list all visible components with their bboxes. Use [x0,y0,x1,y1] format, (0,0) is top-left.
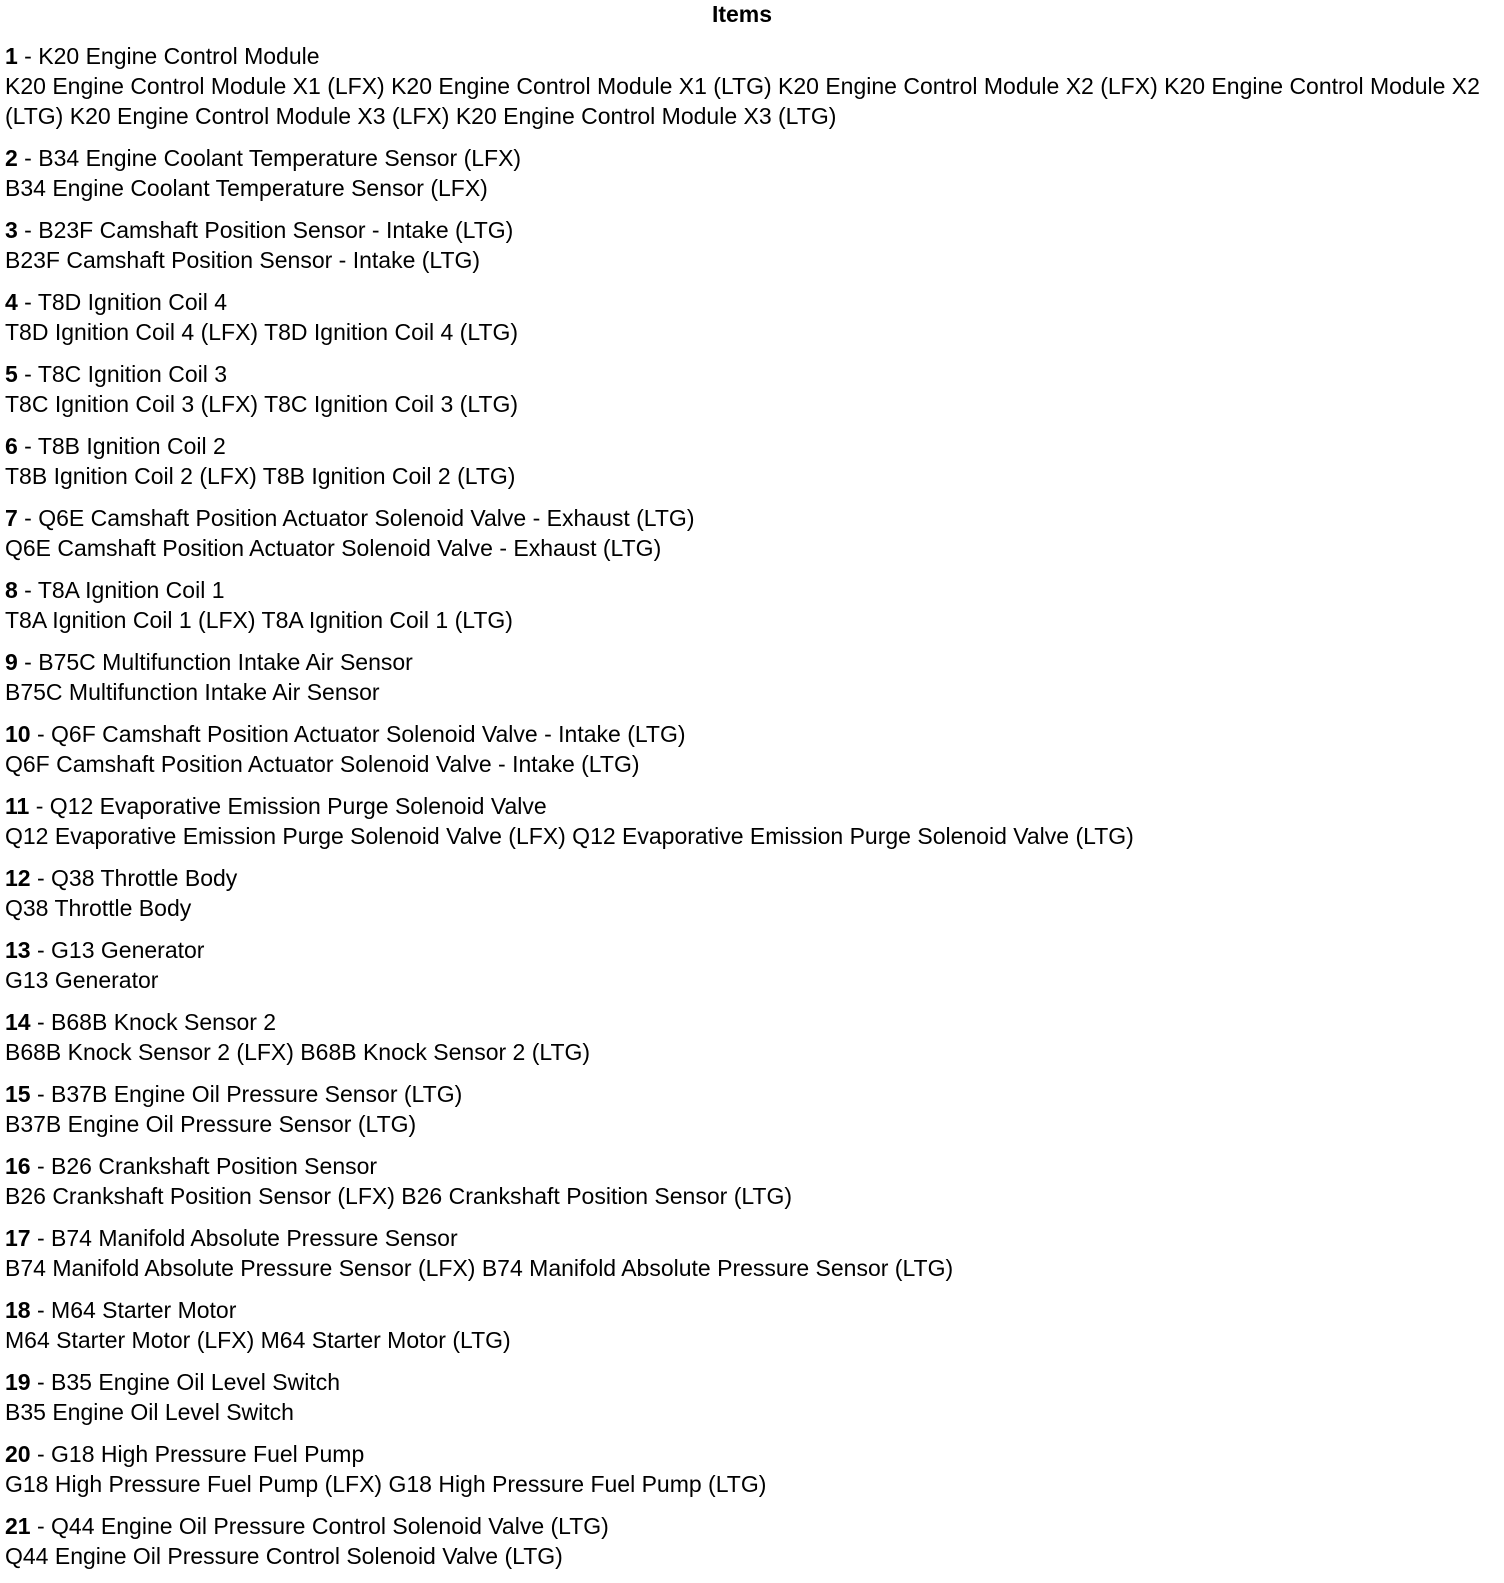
item-number: 17 [5,1225,31,1251]
item-heading [5,935,1495,965]
item-description: B74 Manifold Absolute Pressure Sensor (LFX) B74 Manifold Absolute Pressure Sensor (LTG) [5,1255,954,1281]
item-name: B68B Knock Sensor 2 [51,1009,277,1035]
list-item [5,1439,1495,1499]
item-separator: - [30,865,52,891]
item-name: B37B Engine Oil Pressure Sensor (LTG) [51,1081,463,1107]
item-description: K20 Engine Control Module X1 (LFX) K20 Engine Control Module X1 (LTG) K20 Engine Control Module X2 (LFX) K20 Engine Control Module X2 (LTG) K20 Engine Control Module X3 (LFX) K20 Engine Control Module X3 (LTG) [5,73,1487,129]
item-separator: - [29,793,50,819]
item-name: T8D Ignition Coil 4 [37,289,228,315]
item-name: B75C Multifunction Intake Air Sensor [38,649,413,675]
item-number: 1 [5,43,18,69]
list-item [5,647,1495,707]
item-heading [5,1007,1495,1037]
item-separator: - [30,1225,52,1251]
item-number: 6 [5,433,18,459]
item-description: Q44 Engine Oil Pressure Control Solenoid Valve (LTG) [5,1543,563,1569]
list-item [5,575,1495,635]
list-item [5,1367,1495,1427]
list-item [5,1223,1495,1283]
list-item [5,287,1495,347]
item-description: T8A Ignition Coil 1 (LFX) T8A Ignition Coil 1 (LTG) [5,607,513,633]
item-description: B35 Engine Oil Level Switch [5,1399,294,1425]
item-description: T8C Ignition Coil 3 (LFX) T8C Ignition Coil 3 (LTG) [5,391,518,417]
item-number: 7 [5,505,18,531]
item-heading [5,1367,1495,1397]
item-number: 5 [5,361,18,387]
item-description: M64 Starter Motor (LFX) M64 Starter Motor (LTG) [5,1327,511,1353]
list-item [5,1079,1495,1139]
item-number: 16 [5,1153,31,1179]
list-item [5,935,1495,995]
item-name: Q6F Camshaft Position Actuator Solenoid Valve - Intake (LTG) [51,721,686,747]
item-separator: - [30,1369,52,1395]
item-description: Q6E Camshaft Position Actuator Solenoid Valve - Exhaust (LTG) [5,535,662,561]
item-number: 18 [5,1297,31,1323]
item-separator: - [17,649,39,675]
item-number: 8 [5,577,18,603]
item-number: 14 [5,1009,31,1035]
item-heading [5,431,1495,461]
item-description: B26 Crankshaft Position Sensor (LFX) B26 Crankshaft Position Sensor (LTG) [5,1183,793,1209]
item-description: G18 High Pressure Fuel Pump (LFX) G18 High Pressure Fuel Pump (LTG) [5,1471,767,1497]
item-separator: - [17,433,38,459]
item-heading [5,1079,1495,1109]
item-separator: - [17,361,38,387]
item-number: 9 [5,649,18,675]
list-item [5,719,1495,779]
list-item [5,1151,1495,1211]
item-number: 15 [5,1081,31,1107]
item-number: 12 [5,865,31,891]
item-separator: - [17,43,39,69]
item-heading [5,1223,1495,1253]
item-name: G13 Generator [51,937,205,963]
item-number: 10 [5,721,31,747]
item-heading [5,41,1495,71]
item-heading [5,287,1495,317]
item-name: T8C Ignition Coil 3 [37,361,228,387]
item-description: Q38 Throttle Body [5,895,192,921]
item-separator: - [17,145,39,171]
item-separator: - [30,1153,52,1179]
item-name: B34 Engine Coolant Temperature Sensor (LFX) [38,145,522,171]
item-heading [5,1151,1495,1181]
item-name: G18 High Pressure Fuel Pump [51,1441,365,1467]
item-heading [5,503,1495,533]
item-name: Q12 Evaporative Emission Purge Solenoid Valve [49,793,547,819]
item-description: B37B Engine Oil Pressure Sensor (LTG) [5,1111,417,1137]
list-item [5,41,1495,131]
item-name: B35 Engine Oil Level Switch [51,1369,340,1395]
item-description: B68B Knock Sensor 2 (LFX) B68B Knock Sensor 2 (LTG) [5,1039,591,1065]
item-name: Q6E Camshaft Position Actuator Solenoid Valve - Exhaust (LTG) [38,505,695,531]
item-separator: - [17,217,39,243]
item-separator: - [30,1009,52,1035]
items-list [5,41,1495,1583]
item-separator: - [17,577,38,603]
item-heading [5,1295,1495,1325]
item-separator: - [30,1441,52,1467]
item-heading [5,1511,1495,1541]
item-heading [5,143,1495,173]
item-name: B74 Manifold Absolute Pressure Sensor [51,1225,458,1251]
item-separator: - [30,721,52,747]
list-item [5,791,1495,851]
item-heading [5,575,1495,605]
item-number: 21 [5,1513,31,1539]
item-separator: - [17,289,38,315]
page-title: Items [711,1,773,27]
item-heading [5,791,1495,821]
item-name: T8A Ignition Coil 1 [37,577,225,603]
item-name: M64 Starter Motor [51,1297,237,1323]
list-item [5,1295,1495,1355]
list-item [5,1511,1495,1571]
item-number: 13 [5,937,31,963]
item-heading [5,719,1495,749]
item-description: B34 Engine Coolant Temperature Sensor (LFX) [5,175,488,201]
item-heading [5,1439,1495,1469]
list-item [5,1007,1495,1067]
item-description: G13 Generator [5,967,159,993]
item-number: 3 [5,217,18,243]
list-item [5,359,1495,419]
item-description: T8B Ignition Coil 2 (LFX) T8B Ignition Coil 2 (LTG) [5,463,516,489]
item-number: 11 [5,793,30,819]
item-number: 19 [5,1369,31,1395]
item-separator: - [17,505,39,531]
item-heading [5,215,1495,245]
item-description: T8D Ignition Coil 4 (LFX) T8D Ignition Coil 4 (LTG) [5,319,518,345]
item-name: Q44 Engine Oil Pressure Control Solenoid Valve (LTG) [51,1513,609,1539]
item-separator: - [30,937,52,963]
item-description: Q6F Camshaft Position Actuator Solenoid Valve - Intake (LTG) [5,751,640,777]
item-heading [5,359,1495,389]
item-name: Q38 Throttle Body [51,865,238,891]
item-heading [5,863,1495,893]
item-description: B75C Multifunction Intake Air Sensor [5,679,380,705]
item-number: 2 [5,145,18,171]
item-name: K20 Engine Control Module [38,43,320,69]
list-item [5,863,1495,923]
item-separator: - [30,1081,52,1107]
item-description: B23F Camshaft Position Sensor - Intake (LTG) [5,247,481,273]
item-name: B23F Camshaft Position Sensor - Intake (LTG) [38,217,514,243]
item-number: 20 [5,1441,31,1467]
list-item [5,143,1495,203]
list-item [5,431,1495,491]
item-separator: - [30,1513,52,1539]
item-heading [5,647,1495,677]
item-separator: - [30,1297,52,1323]
item-description: Q12 Evaporative Emission Purge Solenoid Valve (LFX) Q12 Evaporative Emission Purge Solenoid Valve (LTG) [5,823,1134,849]
list-item [5,215,1495,275]
item-number: 4 [5,289,18,315]
item-name: B26 Crankshaft Position Sensor [51,1153,378,1179]
list-item [5,503,1495,563]
item-name: T8B Ignition Coil 2 [37,433,226,459]
